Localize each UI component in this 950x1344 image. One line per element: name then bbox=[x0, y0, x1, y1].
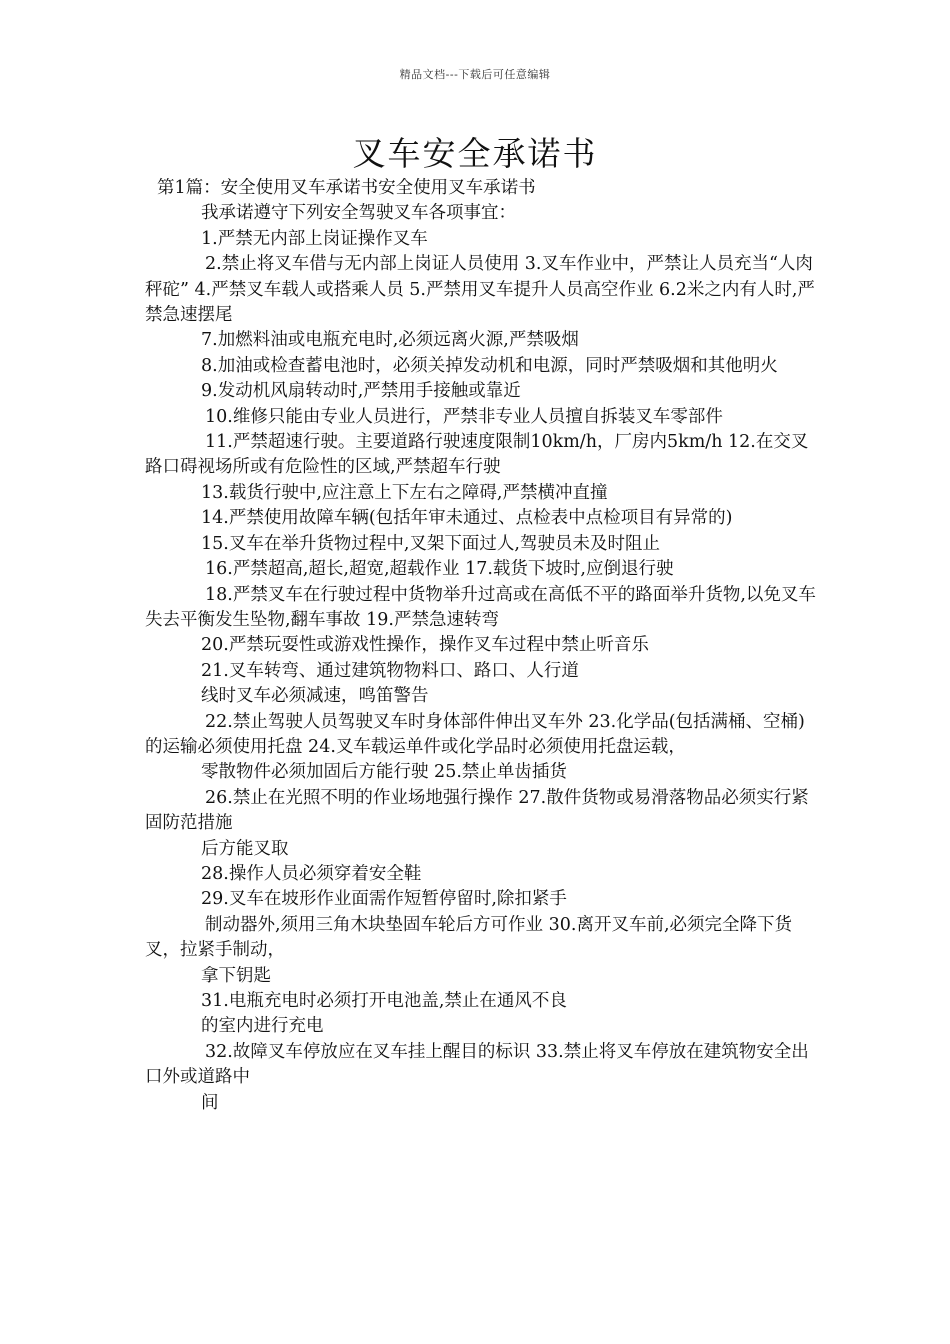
rule-paragraph: 9.发动机风扇转动时,严禁用手接触或靠近 bbox=[201, 381, 521, 402]
rule-paragraph: 11.严禁超速行驶。主要道路行驶速度限制10km/h，厂房内5km/h 12.在交叉路口碍视场所或有危险性的区域,严禁超车行驶 bbox=[145, 432, 809, 478]
rule-paragraph: 16.严禁超高,超长,超宽,超载作业 17.载货下坡时,应倒退行驶 bbox=[205, 559, 674, 580]
rule-paragraph: 7.加燃料油或电瓶充电时,必须远离火源,严禁吸烟 bbox=[201, 330, 579, 351]
rule-paragraph: 的室内进行充电 bbox=[201, 1016, 324, 1037]
rule-paragraph: 15.叉车在举升货物过程中,叉架下面过人,驾驶员未及时阻止 bbox=[201, 533, 660, 554]
rule-paragraph: 28.操作人员必须穿着安全鞋 bbox=[201, 863, 422, 884]
rule-paragraph: 32.故障叉车停放应在叉车挂上醒目的标识 33.禁止将叉车停放在建筑物安全出口外或道路中 bbox=[145, 1041, 809, 1088]
rule-paragraph: 10.维修只能由专业人员进行，严禁非专业人员擅自拆装叉车零部件 bbox=[205, 406, 723, 427]
rule-paragraph: 29.叉车在坡形作业面需作短暂停留时,除扣紧手 bbox=[201, 889, 567, 910]
rule-paragraph: 线时叉车必须减速，鸣笛警告 bbox=[201, 686, 429, 707]
document-body bbox=[145, 176, 820, 1116]
rule-paragraph: 零散物件必须加固后方能行驶 25.禁止单齿插货 bbox=[201, 762, 567, 783]
rule-paragraph: 制动器外,须用三角木块垫固车轮后方可作业 30.离开叉车前,必须完全降下货叉，拉紧手制动， bbox=[145, 914, 793, 961]
section-heading: 第1篇：安全使用叉车承诺书安全使用叉车承诺书 bbox=[157, 178, 536, 198]
rule-paragraph: 13.载货行驶中,应注意上下左右之障碍,严禁横冲直撞 bbox=[201, 482, 608, 503]
document-title: 叉车安全承诺书 bbox=[352, 134, 598, 173]
rule-paragraph: 21.叉车转弯、通过建筑物物料口、路口、人行道 bbox=[201, 660, 579, 681]
rule-paragraph: 22.禁止驾驶人员驾驶叉车时身体部件伸出叉车外 23.化学品(包括满桶、空桶)的运输必须使用托盘 24.叉车载运单件或化学品时必须使用托盘运载， bbox=[145, 711, 805, 757]
page-header: 精品文档---下载后可任意编辑 bbox=[399, 68, 551, 81]
rule-paragraph: 后方能叉取 bbox=[201, 838, 289, 859]
rule-paragraph: 2.禁止将叉车借与无内部上岗证人员使用 3.叉车作业中，严禁让人员充当“人肉秤砣” 4.严禁叉车载人或搭乘人员 5.严禁用叉车提升人员高空作业 6.2米之内有人时,严禁急速摆尾 bbox=[145, 254, 815, 326]
intro-paragraph: 我承诺遵守下列安全驾驶叉车各项事宜： bbox=[201, 203, 516, 224]
rule-paragraph: 间 bbox=[201, 1092, 219, 1113]
rule-paragraph: 26.禁止在光照不明的作业场地强行操作 27.散件货物或易滑落物品必须实行紧固防范措施 bbox=[145, 787, 809, 834]
rule-paragraph: 20.严禁玩耍性或游戏性操作，操作叉车过程中禁止听音乐 bbox=[201, 635, 649, 656]
rule-paragraph: 31.电瓶充电时必须打开电池盖,禁止在通风不良 bbox=[201, 991, 567, 1011]
rule-paragraph: 拿下钥匙 bbox=[201, 965, 271, 986]
rule-paragraph: 1.严禁无内部上岗证操作叉车 bbox=[201, 228, 428, 249]
rule-paragraph: 8.加油或检查蓄电池时，必须关掉发动机和电源，同时严禁吸烟和其他明火 bbox=[201, 355, 778, 376]
rule-paragraph: 18.严禁叉车在行驶过程中货物举升过高或在高低不平的路面举升货物,以免叉车失去平衡发生坠物,翻车事故 19.严禁急速转弯 bbox=[145, 584, 816, 630]
rule-paragraph: 14.严禁使用故障车辆(包括年审未通过、点检表中点检项目有异常的) bbox=[201, 508, 733, 529]
